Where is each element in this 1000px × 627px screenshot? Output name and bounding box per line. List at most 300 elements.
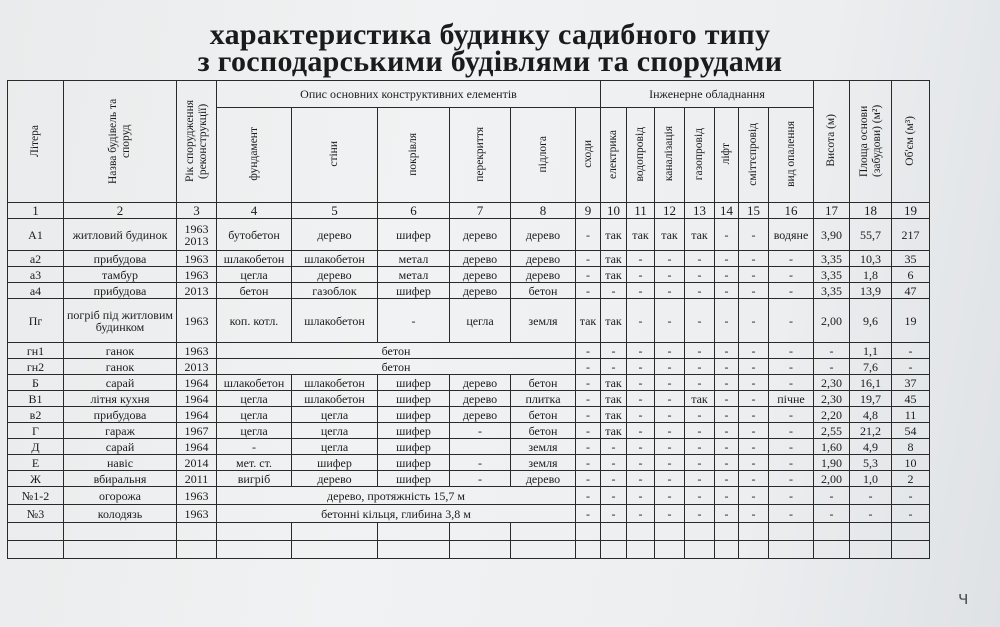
cell-walls: дерево bbox=[292, 471, 378, 487]
empty-cell bbox=[177, 541, 217, 559]
cell-electric: так bbox=[601, 219, 627, 251]
cell-garbage: - bbox=[739, 407, 769, 423]
table-row bbox=[8, 423, 930, 439]
empty-cell bbox=[685, 541, 715, 559]
cell-floor: бетон bbox=[511, 283, 576, 299]
cell-height: 2,30 bbox=[814, 391, 850, 407]
cell-ceiling: - bbox=[450, 471, 511, 487]
column-number: 17 bbox=[814, 203, 850, 219]
cell-name: прибудова bbox=[64, 251, 177, 267]
cell-stairs: - bbox=[576, 471, 601, 487]
cell-stairs: - bbox=[576, 375, 601, 391]
cell-height: - bbox=[814, 343, 850, 359]
page-mark: ч bbox=[958, 588, 969, 609]
cell-stairs: - bbox=[576, 267, 601, 283]
cell-area: 10,3 bbox=[850, 251, 892, 267]
empty-cell bbox=[892, 523, 930, 541]
cell-area: 55,7 bbox=[850, 219, 892, 251]
header-garbage: сміттєпровід bbox=[739, 108, 769, 203]
table-row bbox=[8, 267, 930, 283]
cell-area: - bbox=[850, 505, 892, 523]
cell-stairs: - bbox=[576, 439, 601, 455]
cell-walls: шифер bbox=[292, 455, 378, 471]
cell-ceiling: дерево bbox=[450, 283, 511, 299]
cell-gas: - bbox=[685, 439, 715, 455]
cell-sewer: - bbox=[655, 391, 685, 407]
cell-electric: так bbox=[601, 407, 627, 423]
cell-volume: 54 bbox=[892, 423, 930, 439]
cell-garbage: - bbox=[739, 471, 769, 487]
cell-gas: - bbox=[685, 471, 715, 487]
cell-water: - bbox=[627, 423, 655, 439]
column-number: 15 bbox=[739, 203, 769, 219]
cell-walls: шлакобетон bbox=[292, 391, 378, 407]
cell-year: 1963 bbox=[177, 505, 217, 523]
cell-lift: - bbox=[715, 359, 739, 375]
cell-foundation: шлакобетон bbox=[217, 375, 292, 391]
cell-height: 1,60 bbox=[814, 439, 850, 455]
empty-cell bbox=[850, 541, 892, 559]
cell-water: - bbox=[627, 375, 655, 391]
column-number: 18 bbox=[850, 203, 892, 219]
cell-foundation: вигріб bbox=[217, 471, 292, 487]
header-sewer: каналізація bbox=[655, 108, 685, 203]
empty-cell bbox=[450, 541, 511, 559]
cell-lift: - bbox=[715, 219, 739, 251]
cell-gas: так bbox=[685, 219, 715, 251]
column-number-row bbox=[8, 203, 930, 219]
cell-ceiling: дерево bbox=[450, 391, 511, 407]
cell-ceiling: цегла bbox=[450, 299, 511, 343]
empty-cell bbox=[627, 523, 655, 541]
cell-name: ганок bbox=[64, 343, 177, 359]
cell-volume: - bbox=[892, 505, 930, 523]
cell-volume: 37 bbox=[892, 375, 930, 391]
cell-lift: - bbox=[715, 505, 739, 523]
cell-gas: - bbox=[685, 487, 715, 505]
cell-year: 1967 bbox=[177, 423, 217, 439]
cell-gas: - bbox=[685, 283, 715, 299]
cell-walls: цегла bbox=[292, 423, 378, 439]
cell-litera: Б bbox=[8, 375, 64, 391]
cell-water: - bbox=[627, 391, 655, 407]
cell-walls: шлакобетон bbox=[292, 375, 378, 391]
cell-litera: Е bbox=[8, 455, 64, 471]
cell-volume: 35 bbox=[892, 251, 930, 267]
header-name: Назва будівель та споруд bbox=[64, 81, 177, 203]
column-number: 10 bbox=[601, 203, 627, 219]
cell-water: - bbox=[627, 487, 655, 505]
cell-area: 1,8 bbox=[850, 267, 892, 283]
cell-heating: - bbox=[769, 439, 814, 455]
cell-volume: 47 bbox=[892, 283, 930, 299]
cell-volume: 8 bbox=[892, 439, 930, 455]
cell-roof: шифер bbox=[378, 391, 450, 407]
cell-name: колодязь bbox=[64, 505, 177, 523]
cell-gas: - bbox=[685, 299, 715, 343]
cell-lift: - bbox=[715, 423, 739, 439]
table-row bbox=[8, 375, 930, 391]
cell-litera: №3 bbox=[8, 505, 64, 523]
column-number: 5 bbox=[292, 203, 378, 219]
cell-litera: А1 bbox=[8, 219, 64, 251]
cell-foundation: бутобетон bbox=[217, 219, 292, 251]
cell-garbage: - bbox=[739, 423, 769, 439]
cell-foundation: цегла bbox=[217, 423, 292, 439]
cell-electric: так bbox=[601, 267, 627, 283]
cell-electric: - bbox=[601, 455, 627, 471]
cell-foundation: мет. ст. bbox=[217, 455, 292, 471]
column-number: 2 bbox=[64, 203, 177, 219]
cell-gas: - bbox=[685, 505, 715, 523]
cell-heating: - bbox=[769, 299, 814, 343]
cell-heating: - bbox=[769, 251, 814, 267]
cell-stairs: - bbox=[576, 343, 601, 359]
cell-foundation: бетон bbox=[217, 283, 292, 299]
header-height: Висота (м) bbox=[814, 81, 850, 203]
column-number: 14 bbox=[715, 203, 739, 219]
cell-floor: земля bbox=[511, 455, 576, 471]
cell-sewer: - bbox=[655, 283, 685, 299]
cell-water: - bbox=[627, 343, 655, 359]
cell-sewer: - bbox=[655, 505, 685, 523]
cell-volume: 45 bbox=[892, 391, 930, 407]
cell-heating: - bbox=[769, 267, 814, 283]
header-roof: покрівля bbox=[378, 108, 450, 203]
cell-heating: - bbox=[769, 487, 814, 505]
empty-cell bbox=[64, 541, 177, 559]
cell-ceiling: дерево bbox=[450, 375, 511, 391]
empty-cell bbox=[814, 541, 850, 559]
empty-cell bbox=[769, 541, 814, 559]
cell-gas: - bbox=[685, 251, 715, 267]
empty-cell bbox=[739, 523, 769, 541]
cell-heating: - bbox=[769, 471, 814, 487]
cell-floor: плитка bbox=[511, 391, 576, 407]
empty-cell bbox=[292, 541, 378, 559]
cell-electric: так bbox=[601, 391, 627, 407]
column-number: 19 bbox=[892, 203, 930, 219]
header-stairs: сходи bbox=[576, 108, 601, 203]
empty-cell bbox=[850, 523, 892, 541]
cell-floor: бетон bbox=[511, 375, 576, 391]
cell-height: - bbox=[814, 359, 850, 375]
cell-area: 16,1 bbox=[850, 375, 892, 391]
cell-litera: в2 bbox=[8, 407, 64, 423]
cell-walls: дерево bbox=[292, 219, 378, 251]
table-row bbox=[8, 283, 930, 299]
cell-ceiling: - bbox=[450, 455, 511, 471]
column-number: 9 bbox=[576, 203, 601, 219]
cell-water: - bbox=[627, 283, 655, 299]
table-row bbox=[8, 439, 930, 455]
cell-volume: - bbox=[892, 343, 930, 359]
empty-cell bbox=[217, 541, 292, 559]
table-row bbox=[8, 487, 930, 505]
cell-height: 2,00 bbox=[814, 299, 850, 343]
empty-cell bbox=[576, 541, 601, 559]
cell-roof: шифер bbox=[378, 219, 450, 251]
cell-area: - bbox=[850, 487, 892, 505]
cell-volume: 11 bbox=[892, 407, 930, 423]
cell-foundation: шлакобетон bbox=[217, 251, 292, 267]
empty-cell bbox=[8, 523, 64, 541]
empty-cell bbox=[627, 541, 655, 559]
cell-name: вбиральня bbox=[64, 471, 177, 487]
header-heating: вид опалення bbox=[769, 108, 814, 203]
cell-floor: дерево bbox=[511, 267, 576, 283]
building-characteristics-table bbox=[7, 80, 930, 559]
cell-electric: так bbox=[601, 375, 627, 391]
cell-ceiling: дерево bbox=[450, 407, 511, 423]
cell-area: 1,1 bbox=[850, 343, 892, 359]
header-lift: ліфт bbox=[715, 108, 739, 203]
cell-garbage: - bbox=[739, 343, 769, 359]
cell-name: тамбур bbox=[64, 267, 177, 283]
cell-sewer: - bbox=[655, 423, 685, 439]
header-electric: електрика bbox=[601, 108, 627, 203]
cell-roof: шифер bbox=[378, 407, 450, 423]
cell-volume: 2 bbox=[892, 471, 930, 487]
cell-merged: бетон bbox=[217, 343, 576, 359]
cell-gas: - bbox=[685, 359, 715, 375]
cell-lift: - bbox=[715, 391, 739, 407]
cell-area: 19,7 bbox=[850, 391, 892, 407]
cell-heating: - bbox=[769, 283, 814, 299]
cell-roof: шифер bbox=[378, 455, 450, 471]
cell-sewer: - bbox=[655, 375, 685, 391]
cell-electric: - bbox=[601, 487, 627, 505]
header-ceiling: перекриття bbox=[450, 108, 511, 203]
cell-gas: - bbox=[685, 343, 715, 359]
cell-ceiling: дерево bbox=[450, 267, 511, 283]
cell-litera: №1-2 bbox=[8, 487, 64, 505]
cell-height: 2,55 bbox=[814, 423, 850, 439]
header-litera: Літера bbox=[8, 81, 64, 203]
cell-stairs: - bbox=[576, 251, 601, 267]
cell-electric: так bbox=[601, 299, 627, 343]
cell-volume: - bbox=[892, 359, 930, 375]
cell-floor: дерево bbox=[511, 219, 576, 251]
cell-name: навіс bbox=[64, 455, 177, 471]
column-number: 1 bbox=[8, 203, 64, 219]
cell-year: 2013 bbox=[177, 283, 217, 299]
cell-volume: 10 bbox=[892, 455, 930, 471]
cell-name: сарай bbox=[64, 375, 177, 391]
header-volume: Об'єм (м³) bbox=[892, 81, 930, 203]
empty-cell bbox=[715, 541, 739, 559]
cell-electric: так bbox=[601, 251, 627, 267]
cell-height: 2,20 bbox=[814, 407, 850, 423]
empty-cell bbox=[378, 541, 450, 559]
cell-water: - bbox=[627, 359, 655, 375]
cell-floor: бетон bbox=[511, 423, 576, 439]
cell-volume: 217 bbox=[892, 219, 930, 251]
cell-garbage: - bbox=[739, 375, 769, 391]
cell-roof: шифер bbox=[378, 471, 450, 487]
cell-sewer: - bbox=[655, 343, 685, 359]
empty-cell bbox=[450, 523, 511, 541]
cell-lift: - bbox=[715, 455, 739, 471]
cell-garbage: - bbox=[739, 219, 769, 251]
table-row bbox=[8, 455, 930, 471]
cell-lift: - bbox=[715, 251, 739, 267]
cell-garbage: - bbox=[739, 391, 769, 407]
cell-lift: - bbox=[715, 487, 739, 505]
table-row bbox=[8, 359, 930, 375]
cell-stairs: - bbox=[576, 219, 601, 251]
cell-gas: - bbox=[685, 423, 715, 439]
cell-electric: - bbox=[601, 343, 627, 359]
empty-cell bbox=[685, 523, 715, 541]
cell-height: 3,35 bbox=[814, 251, 850, 267]
empty-cell bbox=[511, 523, 576, 541]
empty-cell bbox=[655, 523, 685, 541]
table-row bbox=[8, 299, 930, 343]
cell-roof: шифер bbox=[378, 375, 450, 391]
cell-lift: - bbox=[715, 343, 739, 359]
cell-garbage: - bbox=[739, 487, 769, 505]
cell-name: літня кухня bbox=[64, 391, 177, 407]
cell-roof: шифер bbox=[378, 283, 450, 299]
empty-cell bbox=[8, 541, 64, 559]
cell-merged: дерево, протяжність 15,7 м bbox=[217, 487, 576, 505]
cell-water: - bbox=[627, 251, 655, 267]
table-row bbox=[8, 407, 930, 423]
cell-garbage: - bbox=[739, 251, 769, 267]
cell-area: 5,3 bbox=[850, 455, 892, 471]
cell-gas: - bbox=[685, 455, 715, 471]
cell-merged: бетон bbox=[217, 359, 576, 375]
cell-area: 4,8 bbox=[850, 407, 892, 423]
cell-name: житловий будинок bbox=[64, 219, 177, 251]
cell-garbage: - bbox=[739, 505, 769, 523]
cell-lift: - bbox=[715, 267, 739, 283]
cell-heating: - bbox=[769, 343, 814, 359]
cell-stairs: - bbox=[576, 359, 601, 375]
cell-area: 9,6 bbox=[850, 299, 892, 343]
column-number: 3 bbox=[177, 203, 217, 219]
cell-electric: - bbox=[601, 471, 627, 487]
cell-stairs: - bbox=[576, 505, 601, 523]
cell-heating: - bbox=[769, 423, 814, 439]
cell-ceiling bbox=[450, 439, 511, 455]
header-year: Рік спорудження (реконструкції) bbox=[177, 81, 217, 203]
cell-gas: - bbox=[685, 375, 715, 391]
cell-area: 21,2 bbox=[850, 423, 892, 439]
cell-year: 1964 bbox=[177, 391, 217, 407]
cell-area: 13,9 bbox=[850, 283, 892, 299]
cell-heating: - bbox=[769, 407, 814, 423]
empty-row bbox=[8, 541, 930, 559]
header-walls: стіни bbox=[292, 108, 378, 203]
empty-cell bbox=[655, 541, 685, 559]
header-water: водопровід bbox=[627, 108, 655, 203]
cell-year: 2014 bbox=[177, 455, 217, 471]
cell-gas: так bbox=[685, 391, 715, 407]
cell-litera: гн1 bbox=[8, 343, 64, 359]
cell-height: 2,00 bbox=[814, 471, 850, 487]
cell-ceiling: - bbox=[450, 423, 511, 439]
cell-sewer: так bbox=[655, 219, 685, 251]
column-number: 7 bbox=[450, 203, 511, 219]
cell-litera: а4 bbox=[8, 283, 64, 299]
empty-row bbox=[8, 523, 930, 541]
table-row bbox=[8, 251, 930, 267]
cell-year: 2013 bbox=[177, 359, 217, 375]
cell-walls: шлакобетон bbox=[292, 251, 378, 267]
cell-volume: 19 bbox=[892, 299, 930, 343]
cell-roof: - bbox=[378, 299, 450, 343]
cell-litera: Г bbox=[8, 423, 64, 439]
cell-garbage: - bbox=[739, 283, 769, 299]
cell-sewer: - bbox=[655, 299, 685, 343]
cell-stairs: так bbox=[576, 299, 601, 343]
cell-litera: Д bbox=[8, 439, 64, 455]
table-row bbox=[8, 343, 930, 359]
empty-cell bbox=[892, 541, 930, 559]
header-foundation: фундамент bbox=[217, 108, 292, 203]
header-floor: підлога bbox=[511, 108, 576, 203]
cell-ceiling: дерево bbox=[450, 219, 511, 251]
header-area: Площа основи (забудови) (м²) bbox=[850, 81, 892, 203]
cell-volume: - bbox=[892, 487, 930, 505]
cell-water: - bbox=[627, 439, 655, 455]
cell-stairs: - bbox=[576, 455, 601, 471]
cell-stairs: - bbox=[576, 283, 601, 299]
cell-lift: - bbox=[715, 299, 739, 343]
empty-cell bbox=[217, 523, 292, 541]
cell-electric: - bbox=[601, 283, 627, 299]
cell-roof: метал bbox=[378, 267, 450, 283]
cell-name: прибудова bbox=[64, 283, 177, 299]
cell-water: - bbox=[627, 267, 655, 283]
cell-heating: - bbox=[769, 505, 814, 523]
cell-year: 1964 bbox=[177, 439, 217, 455]
cell-litera: Пг bbox=[8, 299, 64, 343]
cell-stairs: - bbox=[576, 407, 601, 423]
empty-cell bbox=[378, 523, 450, 541]
cell-foundation: коп. котл. bbox=[217, 299, 292, 343]
column-number: 6 bbox=[378, 203, 450, 219]
cell-heating: водяне bbox=[769, 219, 814, 251]
cell-lift: - bbox=[715, 471, 739, 487]
cell-name: сарай bbox=[64, 439, 177, 455]
cell-water: - bbox=[627, 455, 655, 471]
cell-litera: а2 bbox=[8, 251, 64, 267]
cell-name: гараж bbox=[64, 423, 177, 439]
cell-height: 1,90 bbox=[814, 455, 850, 471]
cell-electric: - bbox=[601, 505, 627, 523]
cell-year: 1964 bbox=[177, 407, 217, 423]
empty-cell bbox=[576, 523, 601, 541]
cell-year: 2011 bbox=[177, 471, 217, 487]
cell-water: - bbox=[627, 471, 655, 487]
cell-height: - bbox=[814, 487, 850, 505]
cell-year: 1963 bbox=[177, 487, 217, 505]
cell-electric: - bbox=[601, 439, 627, 455]
document-title-line1: характеристика будинку садибного типу bbox=[209, 18, 771, 51]
column-number: 16 bbox=[769, 203, 814, 219]
table-row bbox=[8, 505, 930, 523]
header-gas: газопровід bbox=[685, 108, 715, 203]
cell-sewer: - bbox=[655, 471, 685, 487]
cell-year: 1964 bbox=[177, 375, 217, 391]
cell-heating: пічне bbox=[769, 391, 814, 407]
column-number: 8 bbox=[511, 203, 576, 219]
empty-cell bbox=[64, 523, 177, 541]
empty-cell bbox=[177, 523, 217, 541]
